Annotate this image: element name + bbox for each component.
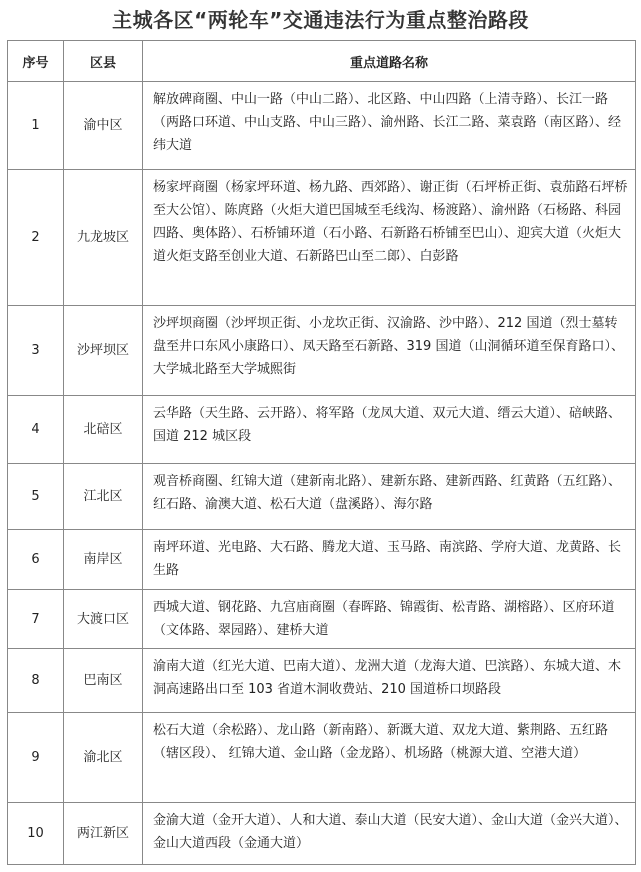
row-district: 渝北区: [64, 713, 143, 803]
table-row: [8, 713, 636, 803]
header-no: 序号: [8, 41, 64, 82]
table-row: [8, 530, 636, 590]
row-roads: 解放碑商圈、中山一路（中山二路）、北区路、中山四路（上清寺路）、长江一路（两路口环道、中山支路、中山三路）、渝州路、长江二路、菜袁路（南区路）、经纬大道: [143, 82, 636, 170]
row-no: 7: [8, 590, 64, 649]
row-roads: 杨家坪商圈（杨家坪环道、杨九路、西郊路）、谢正街（石坪桥正街、袁茄路石坪桥至大公馆）、陈庹路（火炬大道巴国城至毛线沟、杨渡路）、渝州路（石杨路、科园四路、奥体路）、石桥铺环道（石小路、石新路石桥铺至巴山）、迎宾大道（火炬大道火炬支路至创业大道、石新路巴山至二郎）、白彭路: [143, 170, 636, 306]
row-no: 5: [8, 464, 64, 530]
table-row: [8, 803, 636, 865]
row-roads: 渝南大道（红光大道、巴南大道）、龙洲大道（龙海大道、巴滨路）、东城大道、木洞高速路出口至 103 省道木洞收费站、210 国道桥口坝路段: [143, 649, 636, 713]
row-no: 2: [8, 170, 64, 306]
row-district: 江北区: [64, 464, 143, 530]
table-row: [8, 170, 636, 306]
table-row: [8, 649, 636, 713]
row-district: 两江新区: [64, 803, 143, 865]
row-no: 4: [8, 396, 64, 464]
row-roads: 南坪环道、光电路、大石路、腾龙大道、玉马路、南滨路、学府大道、龙黄路、长生路: [143, 530, 636, 590]
row-no: 1: [8, 82, 64, 170]
row-roads: 松石大道（余松路）、龙山路（新南路）、新溉大道、双龙大道、紫荆路、五红路（辖区段）、 红锦大道、金山路（金龙路）、机场路（桃源大道、空港大道）: [143, 713, 636, 803]
row-district: 九龙坡区: [64, 170, 143, 306]
table-row: [8, 396, 636, 464]
row-no: 9: [8, 713, 64, 803]
row-roads: 西城大道、钢花路、九宫庙商圈（春晖路、锦霞街、松青路、湖榕路）、区府环道（文体路、翠园路）、建桥大道: [143, 590, 636, 649]
row-roads: 观音桥商圈、红锦大道（建新南北路）、建新东路、建新西路、红黄路（五红路）、红石路、渝澳大道、松石大道（盘溪路）、海尔路: [143, 464, 636, 530]
roads-table: [7, 40, 636, 865]
row-no: 3: [8, 306, 64, 396]
row-district: 沙坪坝区: [64, 306, 143, 396]
table-row: [8, 590, 636, 649]
row-district: 南岸区: [64, 530, 143, 590]
table-row: [8, 306, 636, 396]
row-district: 北碚区: [64, 396, 143, 464]
table-row: [8, 82, 636, 170]
header-roads: 重点道路名称: [143, 41, 636, 82]
header-district: 区县: [64, 41, 143, 82]
row-district: 渝中区: [64, 82, 143, 170]
table-header-row: [8, 41, 636, 82]
page-title: 主城各区“两轮车”交通违法行为重点整治路段: [112, 8, 529, 32]
row-roads: 沙坪坝商圈（沙坪坝正街、小龙坎正街、汉渝路、沙中路）、212 国道（烈士墓转盘至井口东风小康路口）、凤天路至石新路、319 国道（山洞循环道至保育路口）、大学城北路至大学城熙街: [143, 306, 636, 396]
table-row: [8, 464, 636, 530]
row-district: 巴南区: [64, 649, 143, 713]
row-no: 10: [8, 803, 64, 865]
row-roads: 云华路（天生路、云开路）、将军路（龙凤大道、双元大道、缙云大道）、碚峡路、国道 212 城区段: [143, 396, 636, 464]
row-roads: 金渝大道（金开大道）、人和大道、泰山大道（民安大道）、金山大道（金兴大道）、金山大道西段（金通大道）: [143, 803, 636, 865]
row-district: 大渡口区: [64, 590, 143, 649]
row-no: 6: [8, 530, 64, 590]
row-no: 8: [8, 649, 64, 713]
